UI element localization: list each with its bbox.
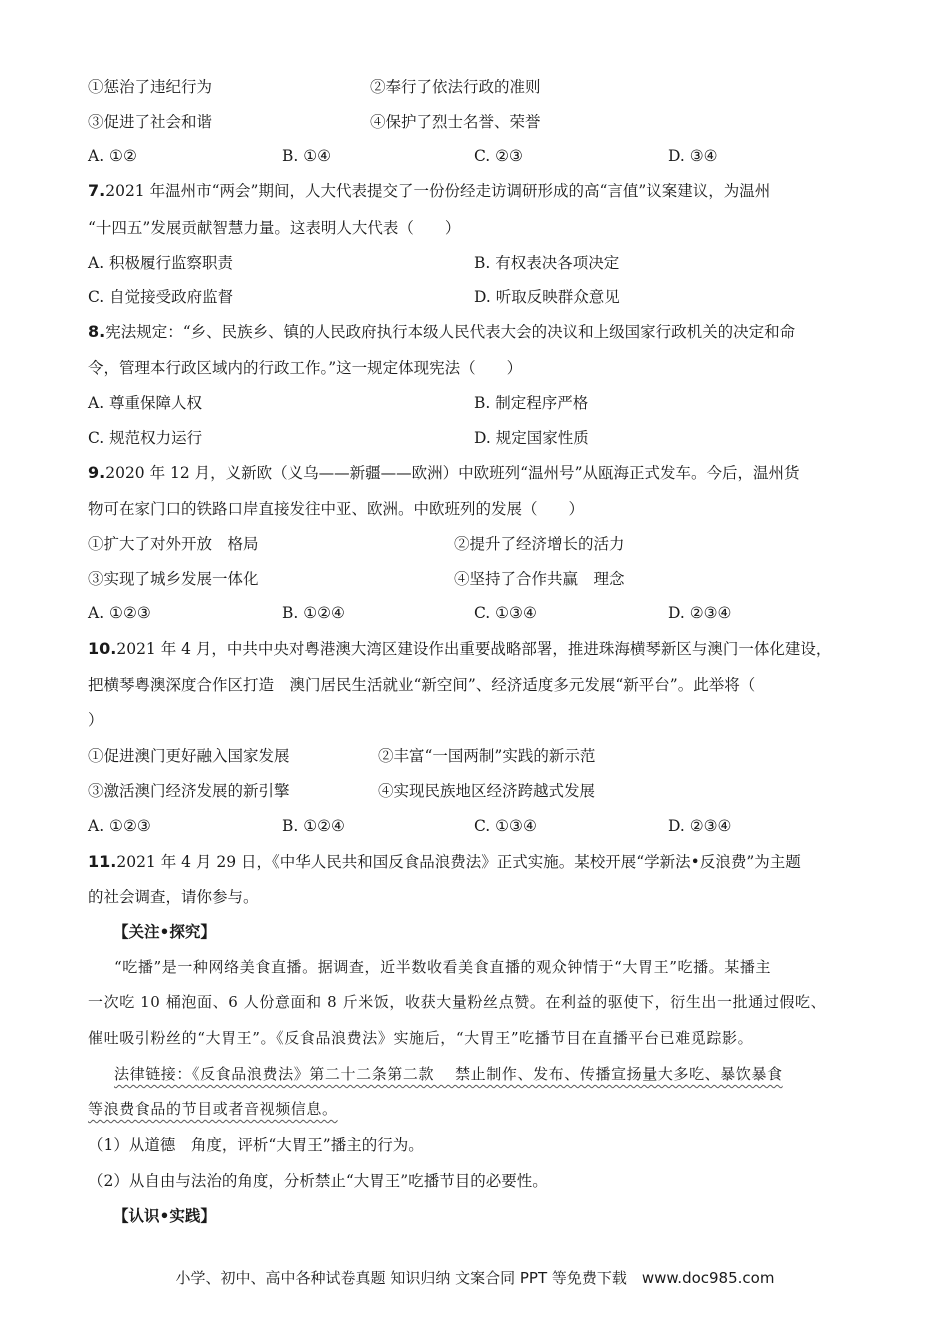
q7-stem-line-1 (88, 180, 770, 202)
q10-option-4: ④实现民族地区经济跨越式发展 (378, 782, 596, 800)
q8-number: 8. (88, 322, 106, 341)
q10-option-1: ①促进澳门更好融入国家发展 (88, 747, 290, 765)
q9-answer-c: C. ①③④ (474, 604, 537, 622)
q10-stem-line-1 (88, 638, 831, 660)
q10-number: 10. (88, 639, 117, 658)
q8-option-c: C. 规范权力运行 (88, 429, 203, 447)
q10-option-3: ③激活澳门经济发展的新引擎 (88, 782, 290, 800)
page-footer: 小学、初中、高中各种试卷真题 知识归纳 文案合同 PPT 等免费下载 www.doc985.com (175, 1269, 775, 1287)
q6-option-3: ③促进了社会和谐 (88, 113, 213, 131)
q6-option-2: ②奉行了依法行政的准则 (370, 78, 541, 96)
q7-stem-line-2: “十四五”发展贡献智慧力量。这表明人大代表（ ） (88, 219, 461, 237)
law-link-text-1: 法律链接：《反食品浪费法》第二十二条第二款 禁止制作、发布、传播宣扬量大多吃、暴饮暴食 (114, 1065, 783, 1083)
q9-stem-text-1: 2020 年 12 月，义新欧（义乌——新疆——欧洲）中欧班列“温州号”从瓯海正式发车。今后，温州货 (105, 464, 800, 482)
law-link-line-1 (114, 1063, 783, 1085)
q9-number: 9. (88, 463, 106, 482)
q10-answer-a: A. ①②③ (88, 817, 151, 835)
q10-stem-line-2: 把横琴粤澳深度合作区打造 澳门居民生活就业“新空间”、经济适度多元发展“新平台”。此举将（ (88, 676, 756, 694)
q6-answer-a: A. ①② (88, 147, 137, 165)
q9-stem-line-1 (88, 462, 800, 484)
q10-answer-c: C. ①③④ (474, 817, 537, 835)
q10-stem-text-1: 2021 年 4 月，中共中央对粤港澳大湾区建设作出重要战略部署，推进珠海横琴新区与澳门一体化建设， (116, 640, 832, 658)
q8-option-a: A. 尊重保障人权 (88, 394, 203, 412)
q6-answer-c: C. ②③ (474, 147, 523, 165)
q7-option-b: B. 有权表决各项决定 (474, 254, 620, 272)
q11-number: 11. (88, 852, 117, 871)
sub-question-1: （1）从道德 角度，评析“大胃王”播主的行为。 (88, 1136, 424, 1154)
q7-option-c: C. 自觉接受政府监督 (88, 288, 234, 306)
q6-option-4: ④保护了烈士名誉、荣誉 (370, 113, 541, 131)
q7-number: 7. (88, 181, 106, 200)
q9-stem-line-2: 物可在家门口的铁路口岸直接发往中亚、欧洲。中欧班列的发展（ ） (88, 500, 585, 518)
q9-option-2: ②提升了经济增长的活力 (454, 535, 625, 553)
q8-stem-line-2: 令，管理本行政区域内的行政工作。”这一规定体现宪法（ ） (88, 359, 523, 377)
q6-option-1: ①惩治了违纪行为 (88, 78, 213, 96)
q10-answer-b: B. ①②④ (282, 817, 345, 835)
q10-option-2: ②丰富“一国两制”实践的新示范 (378, 747, 596, 765)
q6-answer-b: B. ①④ (282, 147, 332, 165)
q7-option-a: A. 积极履行监察职责 (88, 254, 234, 272)
q9-answer-d: D. ②③④ (668, 604, 732, 622)
q8-option-d: D. 规定国家性质 (474, 429, 589, 447)
q9-option-1: ①扩大了对外开放 格局 (88, 535, 259, 553)
material-paragraph-line-2: 一次吃 10 桶泡面、6 人份意面和 8 斤米饭，收获大量粉丝点赞。在利益的驱使下，衍生出一批通过假吃、 (88, 993, 827, 1011)
q8-option-b: B. 制定程序严格 (474, 394, 589, 412)
law-link-line-2 (88, 1098, 338, 1120)
q7-option-d: D. 听取反映群众意见 (474, 288, 620, 306)
sub-question-2: （2）从自由与法治的角度，分析禁止“大胃王”吃播节目的必要性。 (88, 1172, 548, 1190)
q9-answer-a: A. ①②③ (88, 604, 151, 622)
q9-option-3: ③实现了城乡发展一体化 (88, 570, 259, 588)
q10-answer-d: D. ②③④ (668, 817, 732, 835)
q10-stem-line-3: ） (88, 711, 104, 729)
law-link-text-2: 等浪费食品的节目或者音视频信息。 (88, 1100, 338, 1118)
q8-stem-line-1 (88, 321, 795, 343)
section-heading-understand-practice: 【认识•实践】 (113, 1206, 216, 1225)
q11-stem-line-1 (88, 851, 801, 873)
material-paragraph-line-3: 催吐吸引粉丝的“大胃王”。《反食品浪费法》实施后，“大胃王”吃播节目在直播平台已难觅踪影。 (88, 1029, 754, 1047)
material-paragraph-line-1: “吃播”是一种网络美食直播。据调查，近半数收看美食直播的观众钟情于“大胃王”吃播。某播主 (114, 958, 772, 976)
section-heading-focus-explore: 【关注•探究】 (113, 922, 216, 941)
q6-answer-d: D. ③④ (668, 147, 718, 165)
q8-stem-text-1: 宪法规定：“乡、民族乡、镇的人民政府执行本级人民代表大会的决议和上级国家行政机关的决定和命 (105, 323, 796, 341)
q7-stem-text-1: 2021 年温州市“两会”期间，人大代表提交了一份份经走访调研形成的高“言值”议案建议，为温州 (105, 182, 771, 200)
q9-answer-b: B. ①②④ (282, 604, 345, 622)
q11-stem-line-2: 的社会调查，请你参与。 (88, 888, 259, 906)
q9-option-4: ④坚持了合作共赢 理念 (454, 570, 625, 588)
q11-stem-text-1: 2021 年 4 月 29 日，《中华人民共和国反食品浪费法》正式实施。某校开展“学新法•反浪费”为主题 (116, 853, 801, 871)
